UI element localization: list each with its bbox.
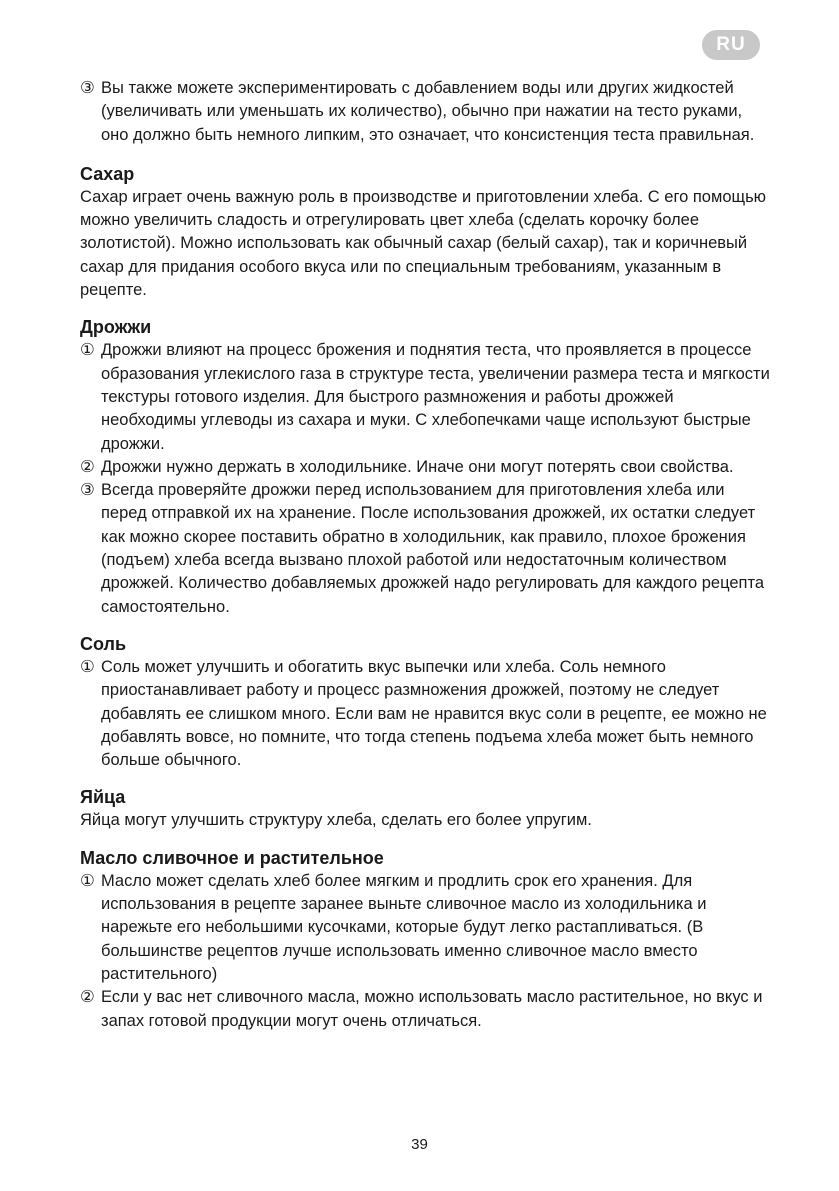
list-item [80, 456, 770, 479]
eggs-section [80, 786, 770, 832]
salt-section [80, 633, 770, 772]
intro-section [80, 77, 770, 147]
section-title-yeast: Дрожжи [80, 317, 152, 338]
page-number: 39 [411, 1136, 428, 1153]
item-text: Всегда проверяйте дрожжи перед использованием для приготовления хлеба или перед отправкой их на хранение. После использования дрожжей, их остатки следует как можно скорее поставить обратно в холодильник, как правило, плохое брожения (подъем) хлеба всегда вызвано плохой работой или недостаточным количеством дрожжей. Количество добавляемых дрожжей надо регулировать для каждого рецепта самостоятельно. [101, 481, 765, 616]
yeast-section [80, 316, 770, 619]
item-number: ② [80, 988, 95, 1007]
item-number: ② [80, 457, 95, 476]
section-title-sugar: Сахар [80, 163, 135, 184]
section-title-oil: Масло сливочное и растительное [80, 847, 384, 868]
list-item [80, 656, 770, 772]
item-number: ③ [80, 481, 95, 500]
item-text: Дрожжи нужно держать в холодильнике. Иначе они могут потерять свои свойства. [101, 457, 734, 476]
item-number: ① [80, 341, 95, 360]
section-title-salt: Соль [80, 633, 127, 654]
item-text: Соль может улучшить и обогатить вкус выпечки или хлеба. Соль немного приостанавливает работу и процесс размножения дрожжей, поэтому не следует добавлять ее слишком много. Если вам не нравится вкус соли в рецепте, ее можно не добавлять вовсе, но помните, что тогда степень подъема хлеба может быть немного больше обычного. [101, 657, 767, 770]
list-item [80, 479, 770, 619]
language-badge: RU [702, 30, 760, 60]
sugar-section [80, 163, 770, 302]
list-item [80, 870, 770, 986]
oil-section [80, 847, 770, 1033]
item-text: Дрожжи влияют на процесс брожения и поднятия теста, что проявляется в процессе образования углекислого газа в структуре теста, увеличении размера теста и мягкости текстуры готового изделия. Для быстрого размножения и работы дрожжей необходимы углеводы из сахара и муки. С хлебопечками чаще используют быстрые дрожжи. [101, 341, 770, 453]
list-item [80, 339, 770, 455]
sugar-text: Сахар играет очень важную роль в производстве и приготовлении хлеба. С его помощью можно увеличить сладость и отрегулировать цвет хлеба (сделать корочку более золотистой). Можно использовать как обычный сахар (белый сахар), так и коричневый сахар для придания особого вкуса или по специальным требованиям, указанным в рецепте. [80, 187, 767, 300]
list-item [80, 986, 770, 1033]
item-number: ① [80, 871, 95, 890]
item-text: Масло может сделать хлеб более мягким и продлить срок его хранения. Для использования в рецепте заранее выньте сливочное масло из холодильника и нарежьте его небольшими кусочками, которые будут легко растапливаться. (В большинстве рецептов лучше использовать именно сливочное масло вместо растительного) [101, 871, 707, 983]
item-text: Если у вас нет сливочного масла, можно использовать масло растительное, но вкус и запах готовой продукции могут очень отличаться. [101, 988, 763, 1030]
eggs-text: Яйца могут улучшить структуру хлеба, сделать его более упругим. [80, 811, 592, 830]
item-text: Вы также можете экспериментировать с добавлением воды или других жидкостей (увеличивать или уменьшать их количество), обычно при нажатии на тесто руками, оно должно быть немного липким, это означает, что консистенция теста правильная. [101, 79, 755, 144]
item-number: ③ [80, 79, 95, 97]
section-title-eggs: Яйца [80, 787, 126, 808]
page-content [80, 77, 770, 1047]
list-item [80, 77, 770, 147]
item-number: ① [80, 657, 95, 676]
